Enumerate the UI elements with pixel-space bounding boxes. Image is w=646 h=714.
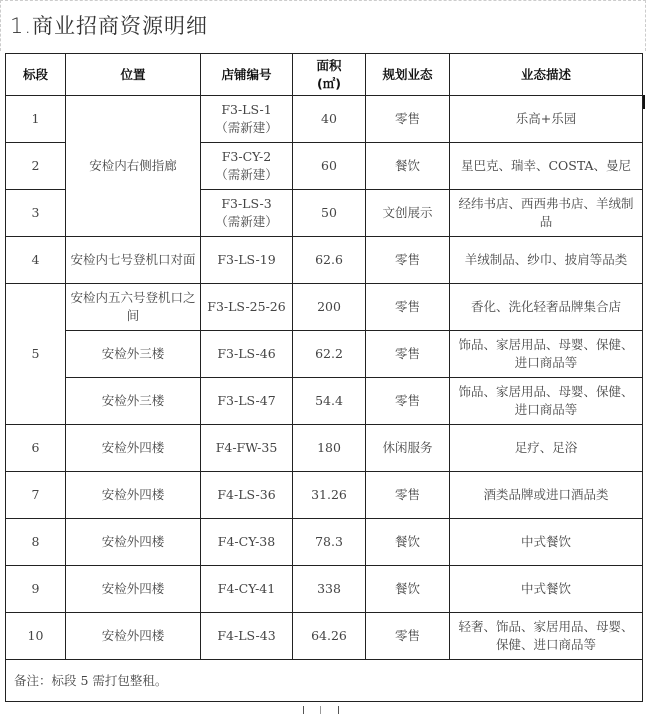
table-header (6, 54, 643, 96)
note-cell: 备注：标段 5 需打包整租。 (6, 660, 643, 702)
table-row (6, 472, 643, 519)
store-code: F4-CY-38 (217, 534, 276, 549)
cell-segment: 2 (6, 143, 66, 190)
cell-description: 轻奢、饰品、家居用品、母婴、保健、进口商品等 (450, 613, 643, 660)
table-row (6, 566, 643, 613)
store-code-note: （需新建） (215, 120, 278, 135)
header-area (293, 54, 366, 96)
cell-store-code (201, 472, 293, 519)
store-code: F3-CY-2 (221, 149, 272, 164)
cell-description: 饰品、家居用品、母婴、保健、进口商品等 (450, 378, 643, 425)
leasing-table (5, 53, 643, 702)
cell-location: 安检内七号登机口对面 (66, 237, 201, 284)
cell-planned-type: 休闲服务 (366, 425, 450, 472)
store-code: F4-LS-43 (217, 628, 276, 643)
cell-location: 安检内右侧指廊 (66, 96, 201, 237)
cell-area: 50 (293, 190, 366, 237)
store-code-note: （需新建） (215, 167, 278, 182)
cell-segment: 1 (6, 96, 66, 143)
cell-planned-type: 餐饮 (366, 566, 450, 613)
cell-description: 饰品、家居用品、母婴、保健、进口商品等 (450, 331, 643, 378)
cell-location: 安检外四楼 (66, 519, 201, 566)
cell-store-code (201, 237, 293, 284)
cell-area: 78.3 (293, 519, 366, 566)
cell-store-code (201, 378, 293, 425)
store-code: F3-LS-1 (221, 102, 272, 117)
store-code: F3-LS-19 (217, 252, 276, 267)
cell-store-code (201, 519, 293, 566)
cell-planned-type: 零售 (366, 96, 450, 143)
cell-segment: 3 (6, 190, 66, 237)
store-code: F3-LS-3 (221, 196, 272, 211)
cell-location: 安检外四楼 (66, 566, 201, 613)
cell-description: 足疗、足浴 (450, 425, 643, 472)
cell-store-code (201, 566, 293, 613)
cell-area: 62.6 (293, 237, 366, 284)
cell-description: 中式餐饮 (450, 519, 643, 566)
table-row (6, 237, 643, 284)
cell-store-code (201, 613, 293, 660)
cell-planned-type: 文创展示 (366, 190, 450, 237)
table-row (6, 425, 643, 472)
cell-area: 180 (293, 425, 366, 472)
store-code: F3-LS-25-26 (207, 299, 286, 314)
cell-segment: 5 (6, 284, 66, 425)
cell-segment: 9 (6, 566, 66, 613)
cell-location: 安检内五六号登机口之间 (66, 284, 201, 331)
cell-store-code (201, 143, 293, 190)
cell-segment: 6 (6, 425, 66, 472)
cell-area: 200 (293, 284, 366, 331)
cell-area: 40 (293, 96, 366, 143)
cell-description: 羊绒制品、纱巾、披肩等品类 (450, 237, 643, 284)
cell-location: 安检外四楼 (66, 613, 201, 660)
cell-segment: 4 (6, 237, 66, 284)
header-area-label: 面积 (316, 57, 342, 73)
cell-area: 338 (293, 566, 366, 613)
cell-area: 60 (293, 143, 366, 190)
cell-area: 31.26 (293, 472, 366, 519)
cell-area: 64.26 (293, 613, 366, 660)
cell-planned-type: 零售 (366, 472, 450, 519)
page-indicator (303, 706, 339, 714)
cell-store-code (201, 331, 293, 378)
cell-location: 安检外三楼 (66, 331, 201, 378)
store-code: F3-LS-47 (217, 393, 276, 408)
cell-planned-type: 零售 (366, 237, 450, 284)
cell-description: 酒类品牌或进口酒品类 (450, 472, 643, 519)
header-location: 位置 (66, 54, 201, 96)
table-row (6, 284, 643, 331)
cell-planned-type: 零售 (366, 331, 450, 378)
cell-location: 安检外三楼 (66, 378, 201, 425)
cell-store-code (201, 425, 293, 472)
cell-location: 安检外四楼 (66, 472, 201, 519)
section-title: 1.商业招商资源明细 (10, 14, 209, 38)
cell-description: 乐高+乐园 (450, 96, 643, 143)
table-row (6, 96, 643, 143)
cell-store-code (201, 190, 293, 237)
cell-description: 星巴克、瑞幸、COSTA、曼尼 (450, 143, 643, 190)
cell-planned-type: 餐饮 (366, 143, 450, 190)
cell-segment: 7 (6, 472, 66, 519)
cell-location: 安检外四楼 (66, 425, 201, 472)
cell-planned-type: 餐饮 (366, 519, 450, 566)
cell-segment: 10 (6, 613, 66, 660)
header-description: 业态描述 (450, 54, 643, 96)
cell-store-code (201, 96, 293, 143)
note-row (6, 660, 643, 702)
cell-description: 经纬书店、西西弗书店、羊绒制品 (450, 190, 643, 237)
cell-area: 54.4 (293, 378, 366, 425)
store-code-note: （需新建） (215, 214, 278, 229)
cell-planned-type: 零售 (366, 613, 450, 660)
cell-area: 62.2 (293, 331, 366, 378)
table-row (6, 519, 643, 566)
table-row (6, 613, 643, 660)
table-row (6, 378, 643, 425)
store-code: F4-LS-36 (217, 487, 276, 502)
cell-planned-type: 零售 (366, 284, 450, 331)
header-area-unit: (㎡) (317, 75, 341, 91)
store-code: F4-FW-35 (215, 440, 278, 455)
store-code: F4-CY-41 (217, 581, 276, 596)
header-segment: 标段 (6, 54, 66, 96)
cell-segment: 8 (6, 519, 66, 566)
header-store-code: 店铺编号 (201, 54, 293, 96)
cell-description: 中式餐饮 (450, 566, 643, 613)
cell-description: 香化、洗化轻奢品牌集合店 (450, 284, 643, 331)
cell-planned-type: 零售 (366, 378, 450, 425)
header-planned-type: 规划业态 (366, 54, 450, 96)
store-code: F3-LS-46 (217, 346, 276, 361)
cell-store-code (201, 284, 293, 331)
table-row (6, 331, 643, 378)
